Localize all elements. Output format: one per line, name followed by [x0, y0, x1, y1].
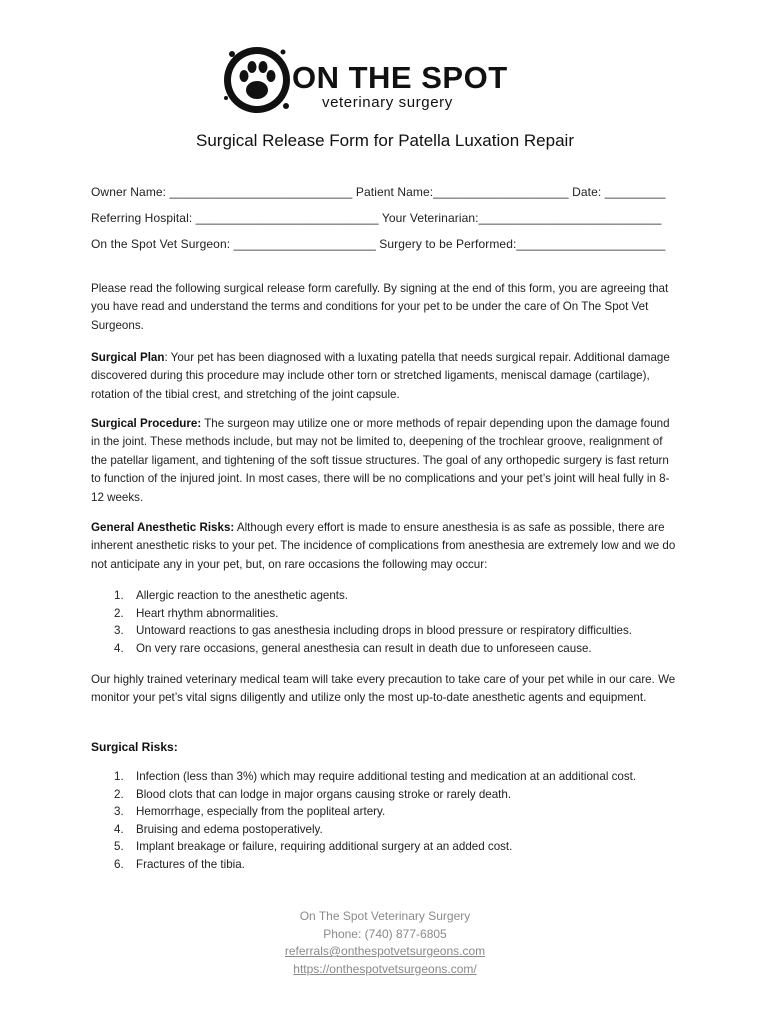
- surgical-plan-heading: Surgical Plan: [91, 351, 165, 364]
- list-item-text: Blood clots that can lodge in major organs causing stroke or rarely death.: [136, 787, 512, 801]
- list-item-text: Allergic reaction to the anesthetic agents.: [136, 589, 349, 602]
- surgical-risks-heading: Surgical Risks:: [91, 740, 178, 754]
- surgical-procedure-heading: Surgical Procedure:: [91, 417, 202, 430]
- footer-website-link[interactable]: https://onthespotvetsurgeons.com/: [293, 961, 477, 976]
- list-item-number: 2.: [114, 787, 124, 801]
- list-item-number: 1.: [114, 770, 124, 783]
- list-item-text: Infection (less than 3%) which may require additional testing and medication at an additional cost.: [136, 770, 637, 783]
- anesthetic-risks-text: Although every effort is made to ensure anesthesia is as safe as possible, there are inherent anesthetic risks to your pet. The incidence of complications from anesthesia are extremely low and we do not anticipate any in your pet, but, on rare occasions the following may occur:: [91, 521, 676, 571]
- footer-phone: Phone: (740) 877-6805: [323, 926, 447, 941]
- team-paragraph: Our highly trained veterinary medical team will take every precaution to take care of your pet while in our care. We monitor your pet’s vital signs diligently and utilize only the most up-to-date anesthetic agents and equipment.: [91, 673, 676, 705]
- intro-paragraph: Please read the following surgical release form carefully. By signing at the end of this form, you are agreeing that you have read and understand the terms and conditions for your pet to be under the care of On The Spot Vet Surgeons.: [91, 282, 669, 332]
- list-item-number: 3.: [114, 624, 124, 638]
- list-item-text: Implant breakage or failure, requiring additional surgery at an added cost.: [136, 840, 513, 854]
- surgical-plan-text: : Your pet has been diagnosed with a luxating patella that needs surgical repair. Additional damage discovered during this procedure may include other torn or stretched ligaments, meniscal damage (cartilage), rotation of the tibial crest, and stretching of the joint capsule.: [91, 351, 670, 401]
- list-item: [91, 605, 691, 623]
- footer-email-link[interactable]: referrals@onthespotvetsurgeons.com: [284, 944, 486, 958]
- brand-name: ON THE SPOT: [292, 60, 508, 95]
- surgical-procedure-text: The surgeon may utilize one or more methods of repair depending upon the damage found in the joint. These methods include, but may not be limited to, deepening of the trochlear groove, realignment of the patellar ligament, and tightening of the soft tissue structures. The goal of any orthopedic surgery is fast return to function of the injured joint. In most cases, there will be no complications and your pet’s joint will heal fully in 8-12 weeks.: [91, 417, 670, 504]
- list-item-number: 2.: [114, 606, 124, 620]
- list-item-number: 6.: [114, 857, 124, 871]
- list-item-text: Fractures of the tibia.: [136, 857, 245, 871]
- hospital-veterinarian-fields[interactable]: Referring Hospital: ___________________________ Your Veterinarian:___________________________: [91, 211, 662, 225]
- anesthetic-risks-paragraph: [91, 519, 681, 574]
- brand-tagline: veterinary surgery: [322, 94, 453, 111]
- list-item-text: Heart rhythm abnormalities.: [136, 606, 279, 620]
- logo: [220, 40, 530, 120]
- list-item-number: 3.: [114, 805, 124, 819]
- list-item: [91, 838, 691, 856]
- list-item-text: On very rare occasions, general anesthesia can result in death due to unforeseen cause.: [136, 641, 592, 655]
- footer-company: On The Spot Veterinary Surgery: [299, 909, 471, 923]
- list-item-number: 4.: [114, 822, 124, 836]
- footer: [0, 908, 770, 978]
- surgical-risks-list: [91, 768, 691, 874]
- list-item: [91, 587, 691, 605]
- list-item: [91, 768, 691, 786]
- surgeon-surgery-fields[interactable]: On the Spot Vet Surgeon: _____________________ Surgery to be Performed:______________________: [91, 237, 666, 251]
- list-item: [91, 640, 691, 658]
- surgical-procedure-paragraph: [91, 415, 681, 507]
- list-item-number: 4.: [114, 641, 124, 655]
- anesthetic-risks-heading: General Anesthetic Risks:: [91, 521, 235, 534]
- list-item: [91, 622, 691, 640]
- list-item: [91, 786, 691, 804]
- list-item-number: 5.: [114, 840, 124, 854]
- list-item-text: Untoward reactions to gas anesthesia including drops in blood pressure or respiratory difficulties.: [136, 624, 633, 638]
- list-item: [91, 803, 691, 821]
- owner-patient-date-fields[interactable]: Owner Name: ___________________________ Patient Name:____________________ Date: _________: [91, 185, 666, 199]
- page-title: Surgical Release Form for Patella Luxation Repair: [196, 131, 574, 150]
- surgical-plan-paragraph: [91, 349, 681, 404]
- anesthetic-risks-list: [91, 587, 691, 657]
- list-item: [91, 821, 691, 839]
- list-item-text: Bruising and edema postoperatively.: [136, 822, 323, 836]
- list-item-number: 1.: [114, 589, 124, 602]
- paw-logo-icon: [220, 40, 292, 118]
- list-item-text: Hemorrhage, especially from the popliteal artery.: [136, 805, 386, 819]
- list-item: [91, 856, 691, 874]
